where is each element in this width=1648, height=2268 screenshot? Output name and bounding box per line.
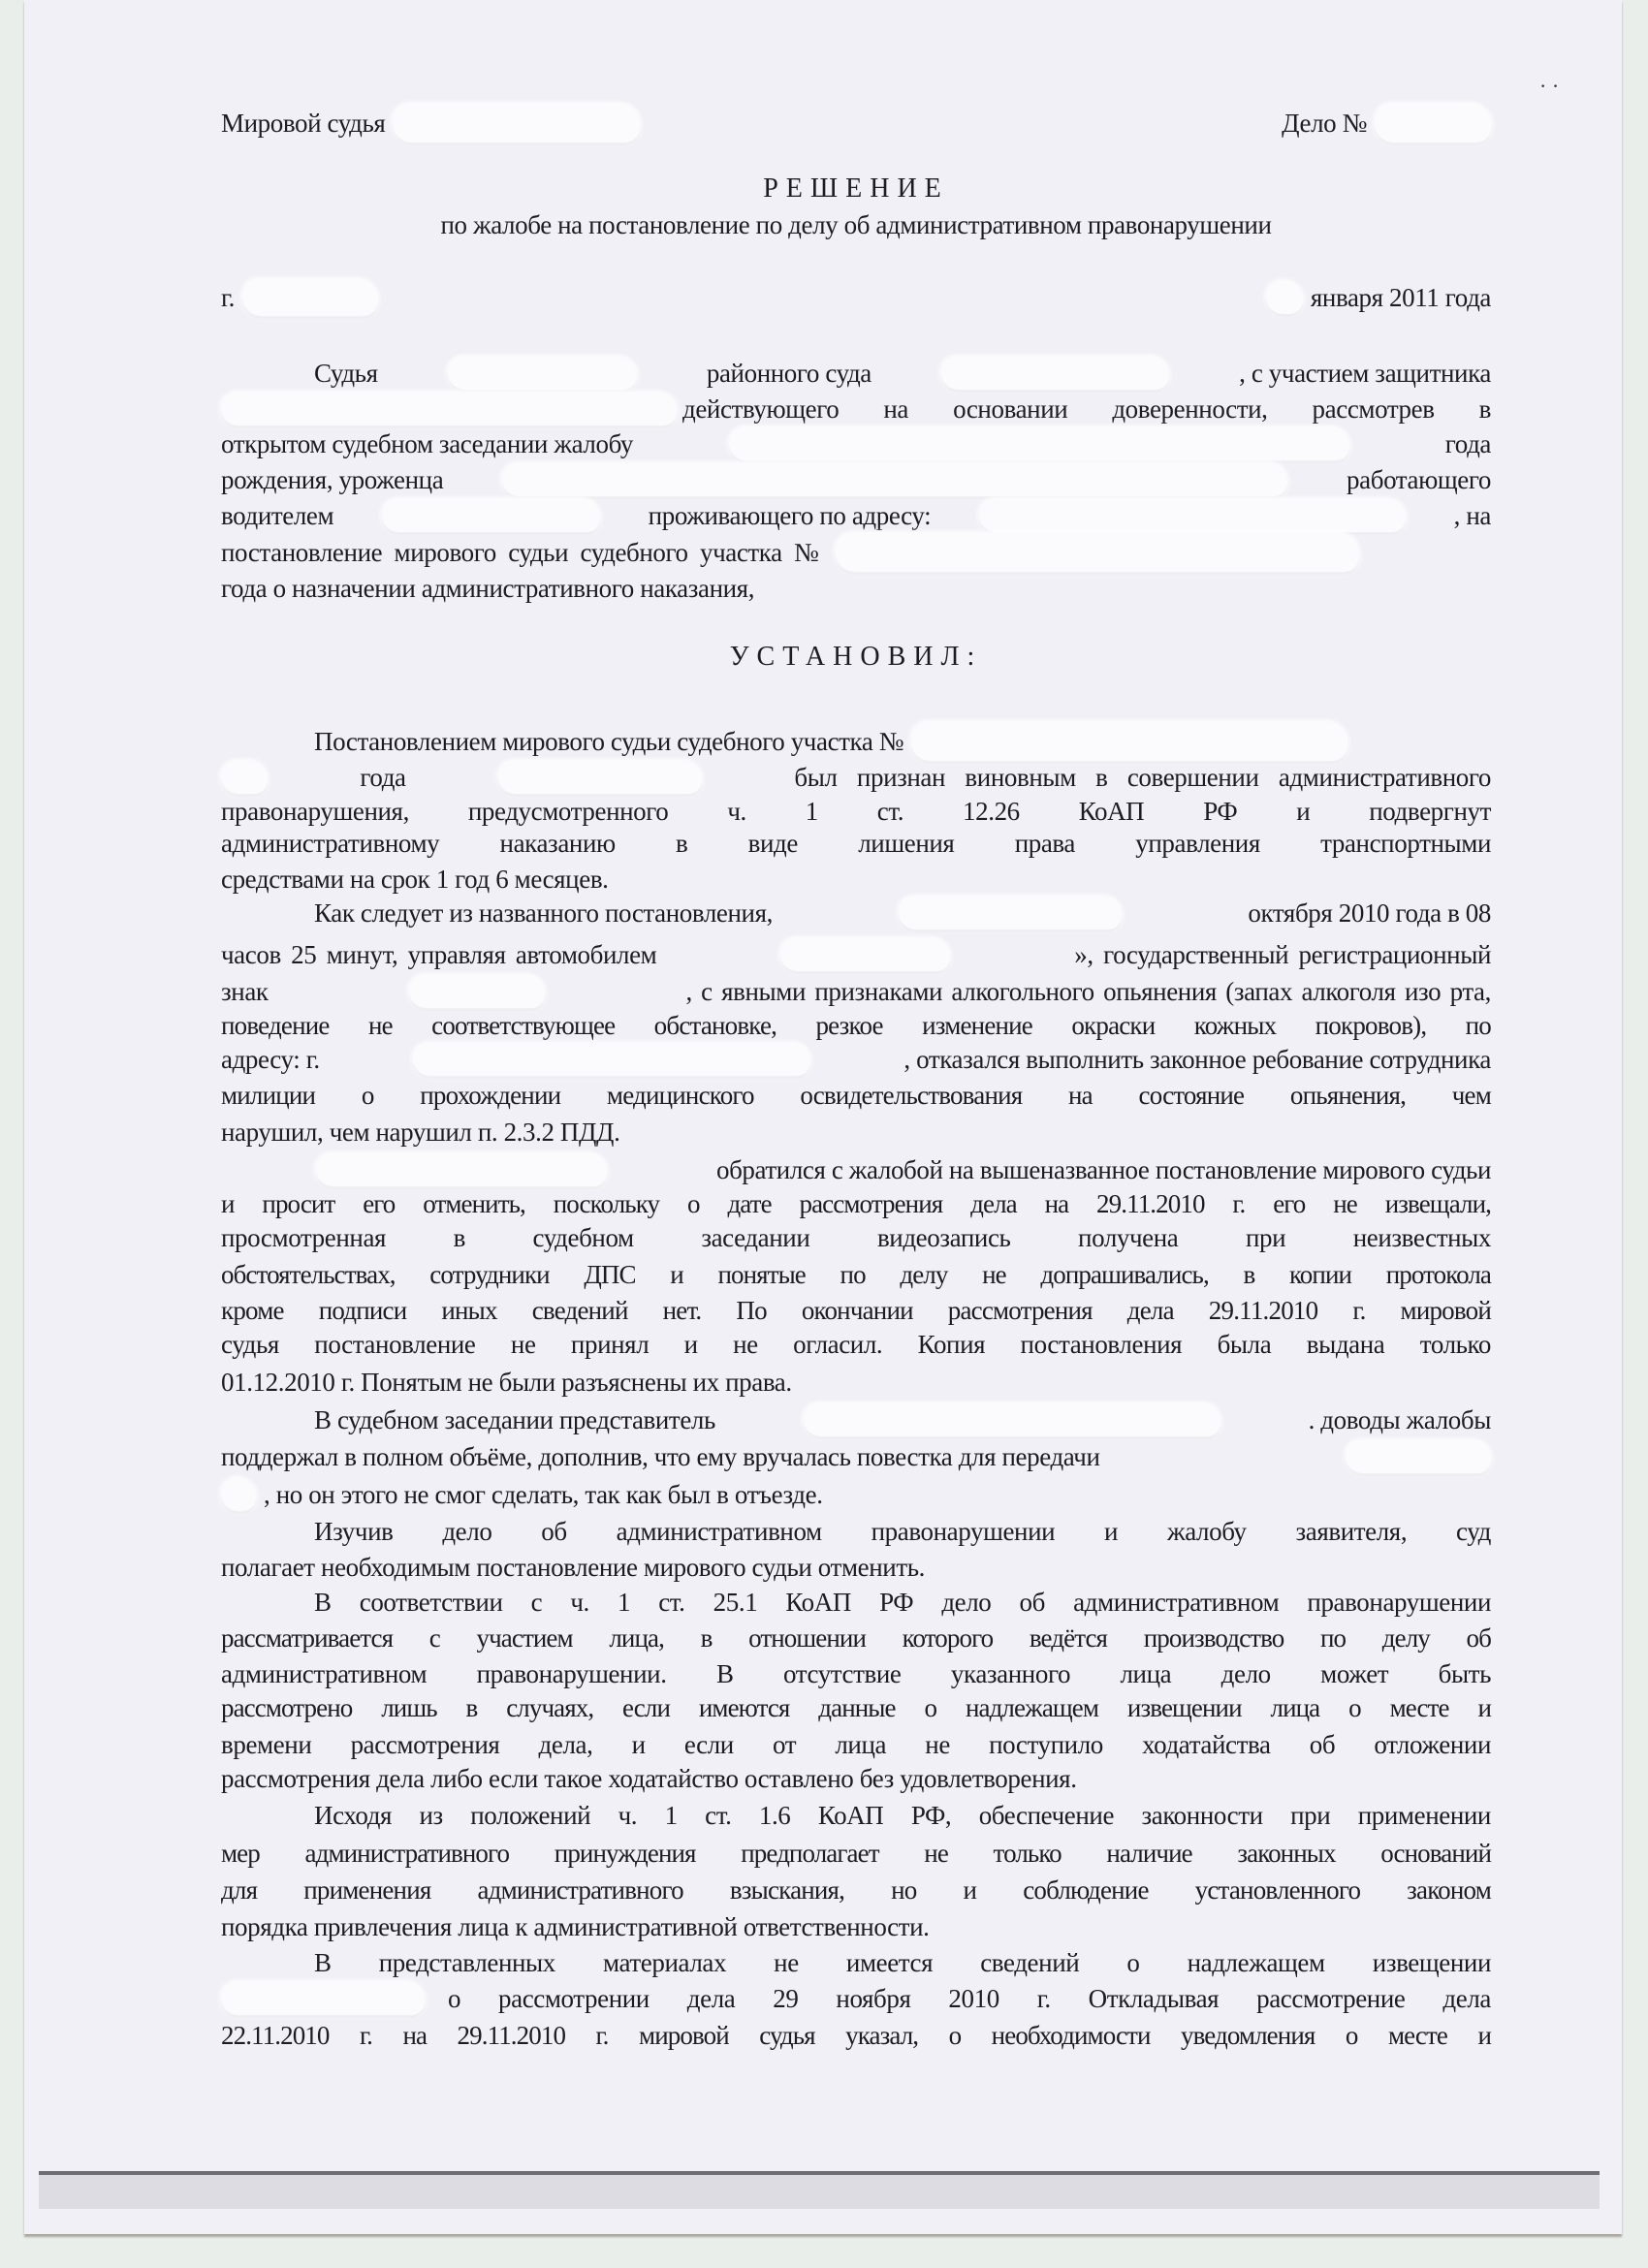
text: водителем <box>221 501 334 530</box>
body-line <box>221 1291 1491 1330</box>
body-line <box>221 1654 1491 1693</box>
intro-line <box>221 496 1491 535</box>
intro-line <box>221 425 1491 463</box>
redaction <box>804 1403 1220 1436</box>
text: », государственный регистрационный <box>1074 940 1491 969</box>
redaction <box>221 761 268 794</box>
text: открытом судебном заседании жалобу <box>221 429 633 458</box>
text: В соответствии с ч. 1 ст. 25.1 КоАП РФ дело об административном правонарушении <box>314 1588 1491 1617</box>
text: действующего на основании доверенности, рассмотрев в <box>682 394 1491 424</box>
text: милиции о прохождении медицинского освидетельствования на состояние опьянения, чем <box>221 1081 1491 1110</box>
body-line <box>221 722 1491 761</box>
text: Постановлением мирового судьи судебного участка № <box>314 727 904 756</box>
body-line <box>221 1796 1491 1835</box>
intro-line <box>221 569 1491 608</box>
redaction <box>316 1153 607 1186</box>
text: 01.12.2010 г. Понятым не были разъяснены их права. <box>221 1368 792 1397</box>
redaction <box>729 427 1349 460</box>
redaction <box>1266 281 1303 314</box>
text: поведение не соответствующее обстановке, резкое изменение окраски кожных покровов), по <box>221 1011 1491 1040</box>
redaction <box>448 357 637 390</box>
text: рождения, уроженца <box>221 465 444 494</box>
text: , с участием защитника <box>1239 359 1491 388</box>
text: судья постановление не принял и не огласил. Копия постановления была выдана только <box>221 1330 1491 1359</box>
date-line <box>221 278 1491 317</box>
redaction <box>221 1478 256 1511</box>
redaction <box>899 897 1122 929</box>
scan-shadow-band <box>39 2172 1600 2209</box>
text: рассмотрения дела либо если такое ходатайство оставлено без удовлетворения. <box>221 1764 1077 1793</box>
title-line <box>221 170 1491 208</box>
text: постановление мирового судьи судебного участка № <box>221 538 819 567</box>
body-line <box>221 1113 1491 1151</box>
redaction <box>941 357 1169 390</box>
redaction <box>979 499 1406 532</box>
redaction <box>502 463 1287 496</box>
document-subtitle: по жалобе на постановление по делу об административном правонарушении <box>440 210 1272 239</box>
text: обратился с жалобой на вышеназванное постановление мирового судьи <box>715 1155 1491 1184</box>
body-line <box>221 2016 1491 2055</box>
redaction <box>382 499 600 532</box>
text: . доводы жалобы <box>1308 1405 1491 1434</box>
redaction <box>409 975 545 1008</box>
body-line <box>221 1619 1491 1657</box>
redaction <box>413 1043 810 1076</box>
redaction <box>221 1982 425 2015</box>
text: часов 25 минут, управляя автомобилем <box>221 940 657 969</box>
body-line <box>221 1725 1491 1764</box>
text: мер административного принуждения предполагает не только наличие законных оснований <box>221 1839 1491 1868</box>
body-line <box>221 1583 1491 1622</box>
body-line <box>221 1076 1491 1115</box>
text: и просит его отменить, поскольку о дате рассмотрения дела на 29.11.2010 г. его не извещали, <box>221 1189 1491 1218</box>
body-line <box>221 1150 1491 1189</box>
text: поддержал в полном объёме, дополнив, что ему вручалась повестка для передачи <box>221 1442 1100 1471</box>
text: правонарушения, предусмотренного ч. 1 ст. 12.26 КоАП РФ и подвергнут <box>221 797 1491 826</box>
body-line <box>221 1759 1491 1798</box>
text: проживающего по адресу: <box>648 501 932 530</box>
redaction <box>911 722 1347 761</box>
city-prefix: г. <box>221 283 235 312</box>
text: знак <box>221 977 269 1006</box>
body-line <box>221 972 1491 1011</box>
text: районного суда <box>706 359 872 388</box>
intro-line <box>221 460 1491 499</box>
scan-dots: · · <box>1539 74 1560 98</box>
redaction <box>780 938 950 971</box>
text: Исходя из положений ч. 1 ст. 1.6 КоАП РФ, обеспечение законности при применении <box>314 1801 1491 1830</box>
text: о рассмотрении дела 29 ноября 2010 г. Откладывая рассмотрение дела <box>448 1984 1491 2013</box>
redaction <box>836 533 1359 572</box>
subtitle-line <box>221 205 1491 244</box>
text: времени рассмотрения дела, и если от лица не поступило ходатайства об отложении <box>221 1730 1491 1759</box>
body-line <box>221 1184 1491 1223</box>
body-line <box>221 1325 1491 1364</box>
text: В судебном заседании представитель <box>314 1405 715 1434</box>
redaction <box>242 279 378 316</box>
intro-line <box>221 354 1491 393</box>
text: , но он этого не смог сделать, так как был в отъезде. <box>264 1480 823 1509</box>
body-line <box>221 1363 1491 1402</box>
text: В представленных материалах не имеется сведений о надлежащем извещении <box>314 1948 1491 1977</box>
text: октября 2010 года в 08 <box>1248 898 1491 928</box>
text: для применения административного взыскания, но и соблюдение установленного законом <box>221 1875 1491 1905</box>
judge-label: Мировой судья <box>221 109 386 138</box>
body-line <box>221 1943 1491 1982</box>
redaction <box>1346 1440 1491 1473</box>
text: рассматривается с участием лица, в отношении которого ведётся производство по делу об <box>221 1623 1491 1653</box>
body-line <box>221 1218 1491 1257</box>
redaction <box>393 104 640 142</box>
body-line <box>221 1512 1491 1551</box>
case-label: Дело № <box>1282 109 1367 138</box>
text: кроме подписи иных сведений нет. По окончании рассмотрения дела 29.11.2010 г. мировой <box>221 1296 1491 1325</box>
text: просмотренная в судебном заседании видеозапись получена при неизвестных <box>221 1223 1491 1252</box>
body-line <box>221 1979 1491 2018</box>
text: , с явными признаками алкогольного опьянения (запах алкоголя изо рта, <box>685 977 1491 1006</box>
body-line <box>221 894 1491 932</box>
text: адресу: г. <box>221 1045 320 1074</box>
text: года о назначении административного наказания, <box>221 574 755 603</box>
text: был признан виновным в совершении административного <box>794 763 1491 792</box>
text: Изучив дело об административном правонарушении и жалобу заявителя, суд <box>314 1517 1491 1546</box>
document-title: РЕШЕНИЕ <box>763 173 949 204</box>
text: 22.11.2010 г. на 29.11.2010 г. мировой судья указал, о необходимости уведомления о месте и <box>221 2021 1491 2050</box>
text: средствами на срок 1 год 6 месяцев. <box>221 865 609 894</box>
text: административном правонарушении. В отсутствие указанного лица дело может быть <box>221 1659 1491 1688</box>
scan-edge-line <box>39 2171 1600 2175</box>
body-line <box>221 1401 1491 1439</box>
text: рассмотрено лишь в случаях, если имеются данные о надлежащем извещении лица о месте и <box>221 1693 1491 1722</box>
body-line <box>221 1006 1491 1045</box>
text: , отказался выполнить законное ребование сотрудника <box>903 1045 1491 1074</box>
body-line <box>221 1475 1491 1514</box>
text: , на <box>1453 501 1491 530</box>
body-line <box>221 1437 1491 1476</box>
body-line <box>221 935 1491 974</box>
text: полагает необходимым постановление мирового судьи отменить. <box>221 1553 925 1582</box>
body-line <box>221 824 1491 863</box>
body-line <box>221 1907 1491 1946</box>
text: Судья <box>314 359 378 388</box>
text: обстоятельствах, сотрудники ДПС и понятые по делу не допрашивались, в копии протокола <box>221 1260 1491 1289</box>
body-line <box>221 860 1491 898</box>
redaction <box>221 393 677 425</box>
body-line <box>221 1548 1491 1587</box>
header-line <box>221 104 1491 142</box>
date-suffix: января 2011 года <box>1310 283 1491 312</box>
intro-line <box>221 533 1491 572</box>
body-line <box>221 1871 1491 1909</box>
intro-line <box>221 390 1491 428</box>
body-line <box>221 1040 1491 1079</box>
text: административному наказанию в виде лишения права управления транспортными <box>221 829 1491 858</box>
text: года <box>1444 429 1491 458</box>
redaction <box>498 761 702 794</box>
section-title-line <box>221 638 1491 677</box>
body-line <box>221 1834 1491 1873</box>
text: нарушил, чем нарушил п. 2.3.2 ПДД. <box>221 1118 620 1147</box>
redaction <box>1375 104 1491 142</box>
body-line <box>221 758 1491 797</box>
text: порядка привлечения лица к административной ответственности. <box>221 1912 930 1941</box>
body-line <box>221 1688 1491 1727</box>
section-title: УСТАНОВИЛ: <box>729 642 983 672</box>
text: Как следует из названного постановления, <box>314 898 773 928</box>
text: года <box>360 763 406 792</box>
body-line <box>221 1255 1491 1294</box>
text: работающего <box>1347 465 1491 494</box>
